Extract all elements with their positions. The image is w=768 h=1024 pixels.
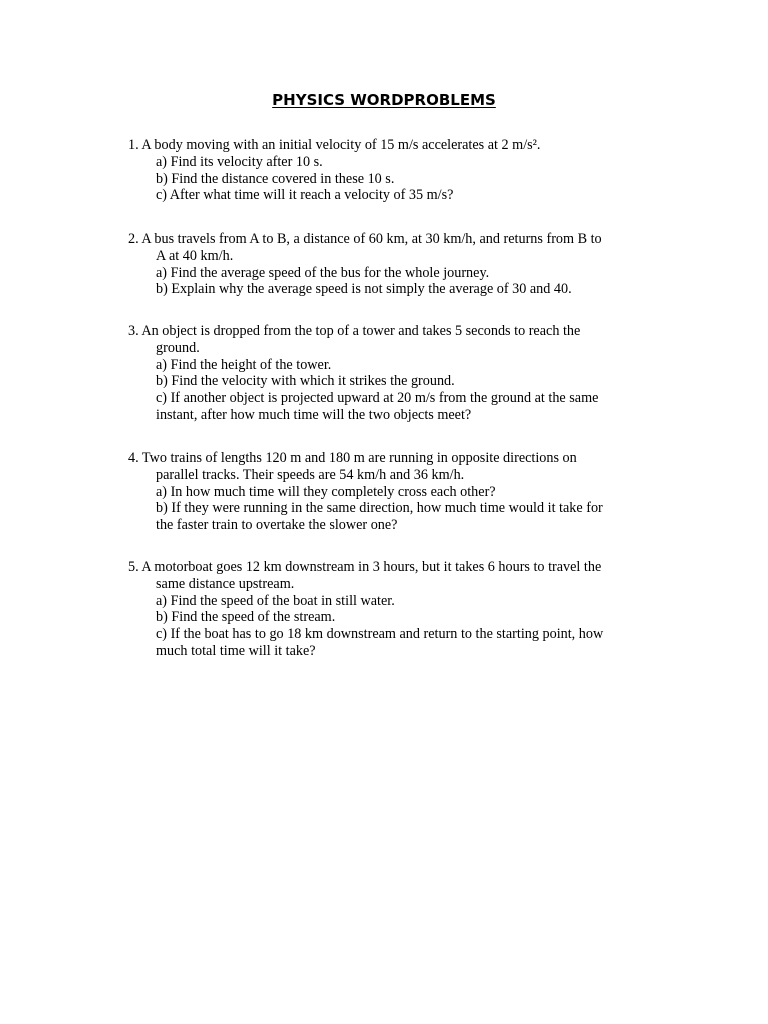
problem-5-part-c-continued: much total time will it take? [156,642,316,659]
problem-5-part-b: b) Find the speed of the stream. [156,609,336,626]
problem-4-statement-continued: parallel tracks. Their speeds are 54 km/h and 36 km/h. [156,466,465,483]
page-title: PHYSICS WORDPROBLEMS [272,91,496,109]
problem-3-part-c: c) If another object is projected upward at 20 m/s from the ground at the same [156,390,599,407]
problem-3-statement-continued: ground. [156,339,200,356]
problem-3-part-b: b) Find the velocity with which it strikes the ground. [156,373,455,390]
problem-5 [128,559,650,660]
problem-1-statement: 1. A body moving with an initial velocity of 15 m/s accelerates at 2 m/s². [128,137,541,153]
problem-1-part-c: c) After what time will it reach a velocity of 35 m/s? [156,187,454,204]
problem-2-statement: 2. A bus travels from A to B, a distance of 60 km, at 30 km/h, and returns from B to [128,231,602,247]
problem-1-part-a: a) Find its velocity after 10 s. [156,153,323,170]
problem-3 [128,323,650,424]
problem-2 [128,231,650,298]
problem-3-part-a: a) Find the height of the tower. [156,356,332,373]
problem-1 [128,137,650,204]
problem-5-statement-continued: same distance upstream. [156,575,295,592]
problem-4-part-b: b) If they were running in the same direction, how much time would it take for [156,500,603,517]
problem-2-statement-continued: A at 40 km/h. [156,247,234,264]
problem-4-part-a: a) In how much time will they completely cross each other? [156,483,496,500]
problem-1-part-b: b) Find the distance covered in these 10 s. [156,170,395,187]
problem-2-part-a: a) Find the average speed of the bus for the whole journey. [156,264,490,281]
problem-5-part-c: c) If the boat has to go 18 km downstream and return to the starting point, how [156,626,604,643]
problem-2-part-b: b) Explain why the average speed is not simply the average of 30 and 40. [156,281,572,298]
problem-5-statement: 5. A motorboat goes 12 km downstream in 3 hours, but it takes 6 hours to travel the [128,559,602,575]
problem-4 [128,450,650,534]
problem-3-statement: 3. An object is dropped from the top of a tower and takes 5 seconds to reach the [128,323,581,339]
problem-4-part-b-continued: the faster train to overtake the slower one? [156,517,398,534]
problem-5-part-a: a) Find the speed of the boat in still water. [156,592,395,609]
problem-4-statement: 4. Two trains of lengths 120 m and 180 m are running in opposite directions on [128,450,577,466]
problem-3-part-c-continued: instant, after how much time will the two objects meet? [156,406,472,423]
